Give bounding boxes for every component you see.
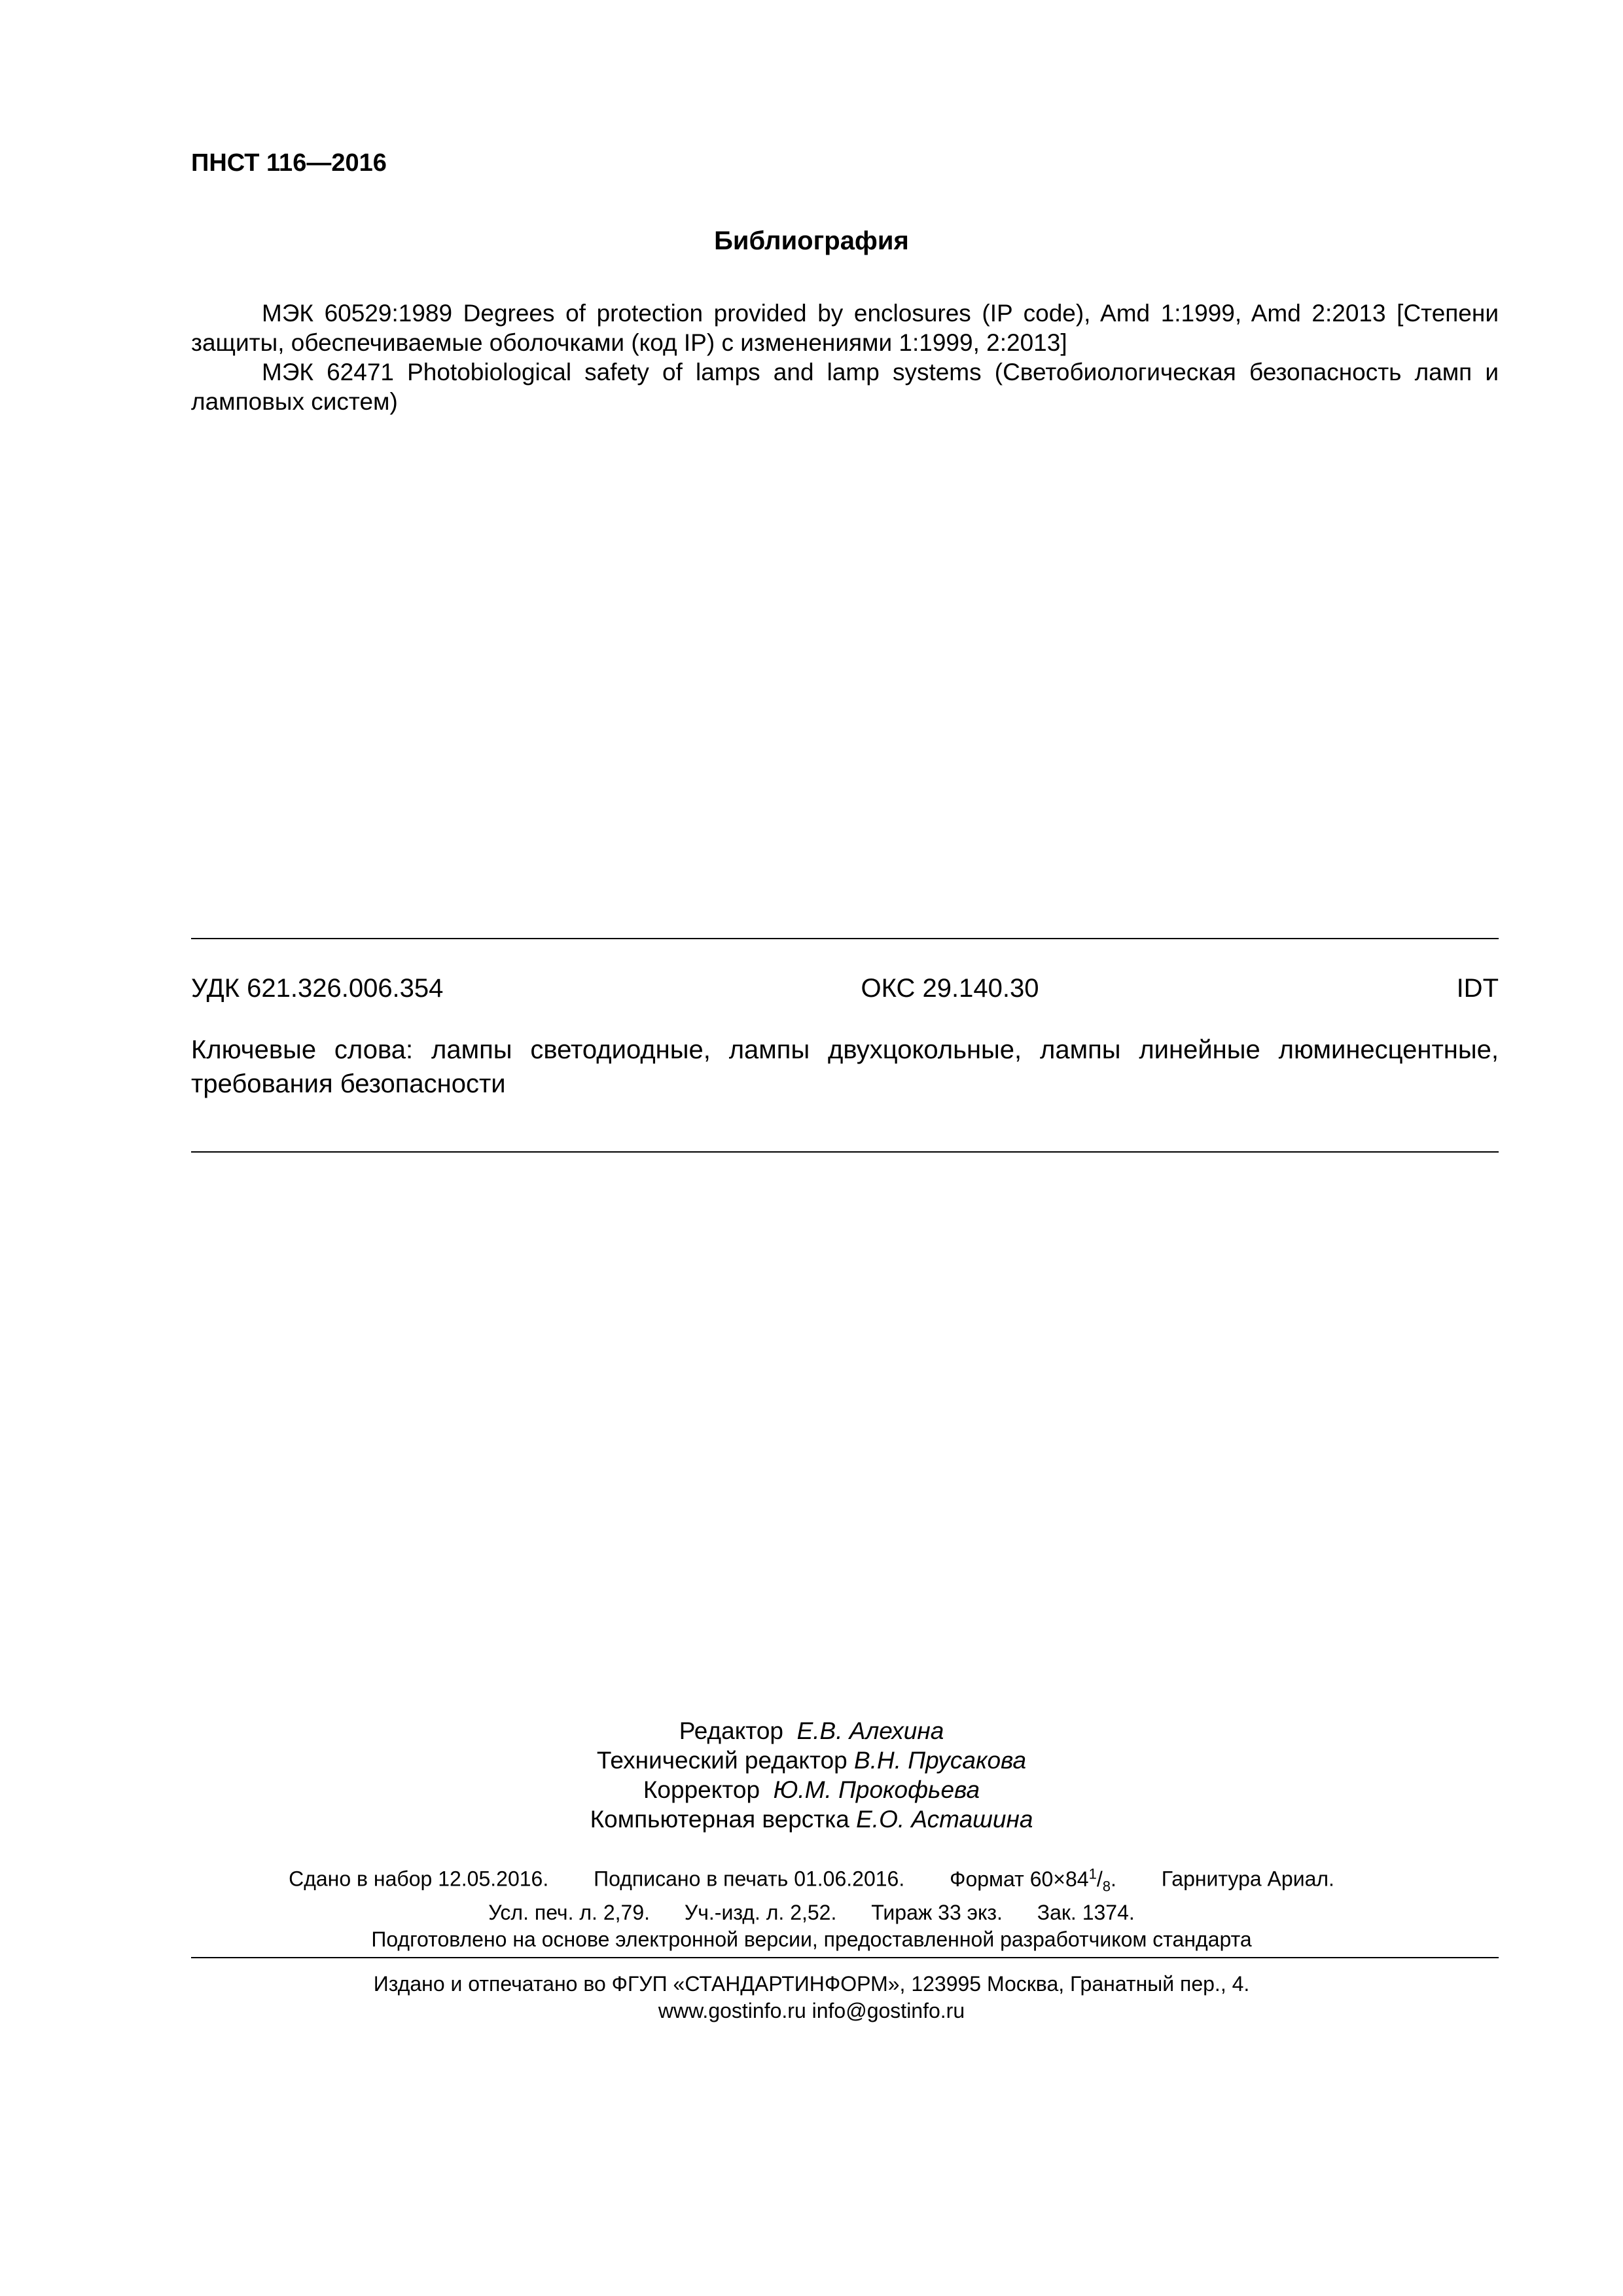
publisher-line: Издано и отпечатано во ФГУП «СТАНДАРТИНФОРМ», 123995 Москва, Гранатный пер., 4. <box>373 1972 1250 1996</box>
bibliography-title: Библиография <box>714 226 909 255</box>
imprint-line-2 <box>0 1899 1623 1926</box>
print-sheets: Усл. печ. л. 2,79. <box>488 1901 650 1925</box>
keywords-text: лампы светодиодные, лампы двухцокольные, лампы линейные люминесцентные, требования безопасности <box>191 1035 1499 1098</box>
editor-label: Редактор <box>679 1717 783 1744</box>
imprint-block <box>0 1860 1623 1953</box>
layout-name: Е.О. Асташина <box>856 1806 1033 1833</box>
email-link[interactable]: info@gostinfo.ru <box>812 1999 965 2022</box>
signed-date: Подписано в печать 01.06.2016. <box>594 1867 905 1891</box>
proofreader-label: Корректор <box>643 1776 760 1803</box>
keywords-block <box>191 1033 1499 1101</box>
circulation: Тираж 33 экз. <box>871 1901 1003 1925</box>
classification-row <box>191 974 1499 1003</box>
publisher-sheets: Уч.-изд. л. 2,52. <box>684 1901 837 1925</box>
publisher-contacts <box>0 1998 1623 2024</box>
document-id: ПНСТ 116—2016 <box>191 149 387 177</box>
divider-bottom <box>191 1957 1499 1958</box>
format: Формат $60\times 84^1/_8$. <box>950 1865 1116 1895</box>
layout-label: Компьютерная верстка <box>590 1806 849 1833</box>
prepared-note: Подготовлено на основе электронной версии, предоставленной разработчиком стандарта <box>371 1928 1252 1952</box>
submitted-date: Сдано в набор 12.05.2016. <box>289 1867 549 1891</box>
format-sub: 8 <box>1102 1878 1111 1895</box>
website-link[interactable]: www.gostinfo.ru <box>658 1999 806 2022</box>
tech-editor-line <box>0 1746 1623 1775</box>
publisher-block <box>0 1971 1623 2024</box>
divider-middle <box>191 1151 1499 1153</box>
proofreader-name: Ю.М. Прокофьева <box>773 1776 980 1803</box>
udk-code: УДК 621.326.006.354 <box>191 974 444 1003</box>
tech-editor-name: В.Н. Прусакова <box>854 1747 1027 1774</box>
divider-top <box>191 938 1499 939</box>
typeface: Гарнитура Ариал. <box>1161 1867 1334 1891</box>
keywords-label: Ключевые слова: <box>191 1035 414 1064</box>
oks-code: ОКС 29.140.30 <box>861 974 1039 1003</box>
layout-line <box>0 1804 1623 1834</box>
editor-name: Е.В. Алехина <box>796 1717 944 1744</box>
credits-block <box>0 1716 1623 1834</box>
format-sup: 1 <box>1088 1865 1097 1882</box>
editor-line <box>0 1716 1623 1746</box>
order-number: Зак. 1374. <box>1037 1901 1135 1925</box>
idt-mark: IDT <box>1456 974 1499 1003</box>
proofreader-line <box>0 1775 1623 1804</box>
imprint-line-1 <box>0 1860 1623 1899</box>
tech-editor-label: Технический редактор <box>596 1747 847 1774</box>
bibliography-entry: МЭК 60529:1989 Degrees of protection provided by enclosures (IP code), Amd 1:1999, Amd 2:2013 [Степени защиты, обеспечиваемые оболочками (код IP) с изменениями 1:1999, 2:2013] <box>191 300 1499 356</box>
format-prefix: Формат 60×84 <box>950 1867 1089 1891</box>
bibliography-list <box>191 298 1499 416</box>
bibliography-entry: МЭК 62471 Photobiological safety of lamps and lamp systems (Светобиологическая безопасность ламп и ламповых систем) <box>191 359 1499 415</box>
